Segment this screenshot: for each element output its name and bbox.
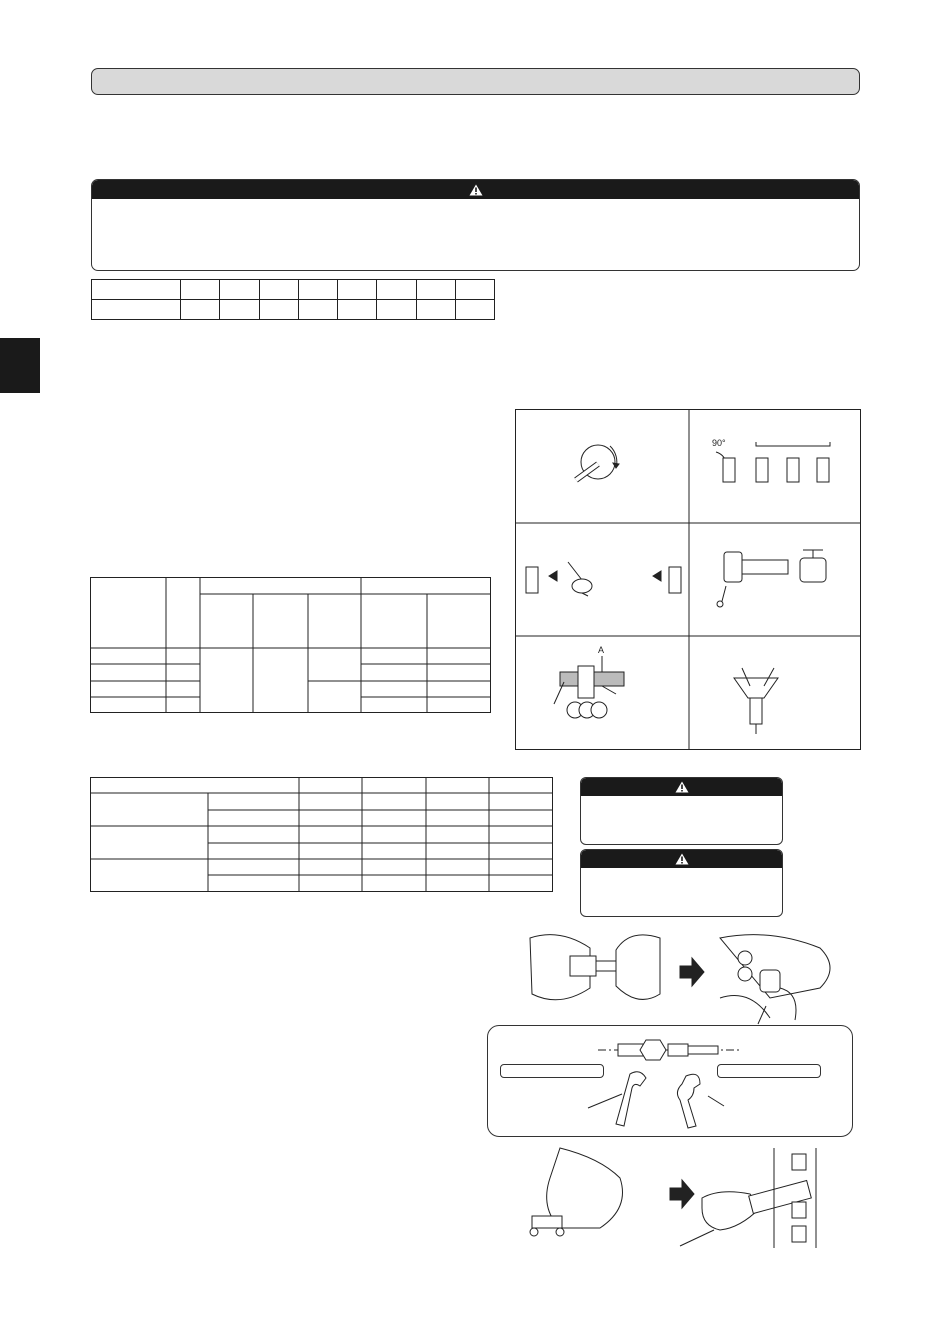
table-cell: [298, 280, 337, 300]
table-cell: [298, 300, 337, 320]
arrow-right-icon: [670, 1180, 694, 1208]
caution-box-1: [580, 777, 783, 845]
section-title-bar: [91, 68, 860, 95]
table-cell: [92, 300, 181, 320]
double-wrench-callout: [487, 1025, 853, 1137]
table-cell: [220, 280, 259, 300]
tightening-torque-table: [90, 777, 554, 893]
flaring-procedure-drawing: [516, 410, 860, 749]
table-cell: [220, 300, 259, 320]
pipe-cut-comparison-icon: [712, 438, 830, 482]
arrow-right-icon: [680, 958, 704, 986]
table-cell: [416, 300, 455, 320]
warning-box: [91, 179, 860, 271]
caution-box-2-header: [581, 850, 782, 868]
caution-box-1-header: [581, 778, 782, 796]
table-cell: [338, 300, 377, 320]
point-a-label: A: [598, 645, 605, 655]
table-cell: [181, 280, 220, 300]
table-cell: [455, 300, 494, 320]
flared-pipe-icon: [734, 668, 778, 734]
warning-triangle-icon: [675, 781, 689, 793]
pipe-connection-figure: [520, 928, 850, 1023]
table-cell: [259, 300, 298, 320]
angle-label: 90°: [712, 438, 726, 448]
table-cell: [455, 280, 494, 300]
table-cell: [92, 280, 181, 300]
flare-die-icon: [554, 645, 624, 718]
table-cell: [338, 280, 377, 300]
deburring-icon: [526, 562, 681, 596]
flaring-procedure-figure: [515, 409, 861, 750]
pipe-size-table: [91, 279, 495, 320]
chapter-side-tab: [0, 338, 40, 393]
table-cell: [416, 280, 455, 300]
pipe-cutter-icon: [576, 445, 619, 480]
table-cell: [377, 280, 416, 300]
table-cell: [377, 300, 416, 320]
flaring-tool-icon: [717, 550, 826, 607]
warning-triangle-icon: [469, 184, 483, 196]
table-cell: [259, 280, 298, 300]
flare-dimension-table: [90, 577, 492, 714]
warning-triangle-icon: [675, 853, 689, 865]
table-cell: [181, 300, 220, 320]
tightening-procedure-figure: [520, 1148, 850, 1248]
double-wrench-drawing: [488, 1026, 852, 1136]
warning-box-header: [92, 180, 859, 199]
caution-box-2: [580, 849, 783, 917]
